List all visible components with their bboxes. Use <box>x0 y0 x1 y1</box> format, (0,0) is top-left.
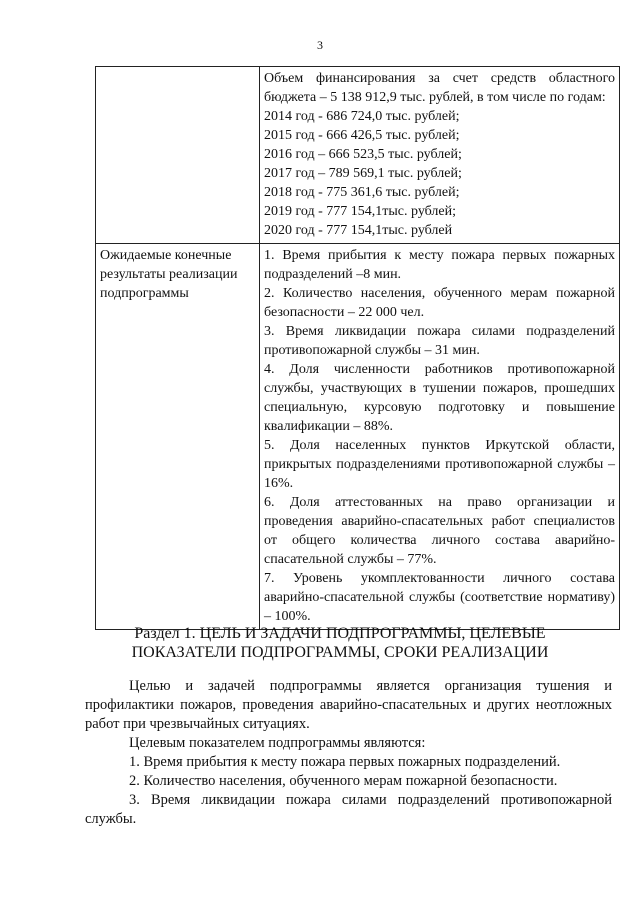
result-item-4: 4. Доля численности работников противопожарной службы, участвующих в тушении пожаров, прошедших специальную, курсовую подготовку и повышение квалификации – 88%. <box>264 362 615 434</box>
result-item-2: 2. Количество населения, обученного мерам пожарной безопасности – 22 000 чел. <box>264 286 615 320</box>
goal-paragraph: Целью и задачей подпрограммы является организация тушения и профилактики пожаров, проведения аварийно-спасательных и других неотложных работ при чрезвычайных ситуациях. <box>85 678 612 732</box>
result-item-7: 7. Уровень укомплектованности личного состава аварийно-спасательной службы (соответствие нормативу) – 100%. <box>264 571 615 624</box>
financing-year-2018: 2018 год - 775 361,6 тыс. рублей; <box>264 185 460 200</box>
expected-results-cell <box>260 244 620 630</box>
section-title-line-1: Раздел 1. ЦЕЛЬ И ЗАДАЧИ ПОДПРОГРАММЫ, ЦЕЛЕВЫЕ <box>134 625 546 642</box>
page-number: 3 <box>317 38 323 52</box>
financing-year-2019: 2019 год - 777 154,1тыс. рублей; <box>264 204 457 219</box>
financing-year-2016: 2016 год – 666 523,5 тыс. рублей; <box>264 147 462 162</box>
target-indicator-2: 2. Количество населения, обученного мерам пожарной безопасности. <box>129 773 558 789</box>
section-body <box>85 677 612 829</box>
financing-year-2014: 2014 год - 686 724,0 тыс. рублей; <box>264 109 460 124</box>
section-title <box>130 624 550 662</box>
table-cell-empty <box>96 67 260 244</box>
section-title-line-2: ПОКАЗАТЕЛИ ПОДПРОГРАММЫ, СРОКИ РЕАЛИЗАЦИИ <box>131 644 549 661</box>
financing-year-2015: 2015 год - 666 426,5 тыс. рублей; <box>264 128 460 143</box>
result-item-6: 6. Доля аттестованных на право организации и проведения аварийно-спасательных работ специалистов от общего количества личного состава аварийно-спасательной службы – 77%. <box>264 495 615 567</box>
financing-year-2017: 2017 год – 789 569,1 тыс. рублей; <box>264 166 462 181</box>
financing-total: Объем финансирования за счет средств областного бюджета – 5 138 912,9 тыс. рублей, в том числе по годам: <box>264 71 615 105</box>
target-indicators-intro: Целевым показателем подпрограммы являются: <box>129 735 426 751</box>
target-indicator-1: 1. Время прибытия к месту пожара первых пожарных подразделений. <box>129 754 561 770</box>
table-row <box>96 244 620 630</box>
financing-cell <box>260 67 620 244</box>
subprogram-passport-table <box>95 66 620 630</box>
result-item-1: 1. Время прибытия к месту пожара первых пожарных подразделений –8 мин. <box>264 248 615 282</box>
result-item-5: 5. Доля населенных пунктов Иркутской области, прикрытых подразделениями противопожарной службы – 16%. <box>264 438 615 491</box>
result-item-3: 3. Время ликвидации пожара силами подразделений противопожарной службы – 31 мин. <box>264 324 615 358</box>
target-indicator-3: 3. Время ликвидации пожара силами подразделений противопожарной службы. <box>85 792 612 827</box>
expected-results-label: Ожидаемые конечные результаты реализации подпрограммы <box>96 244 260 630</box>
table-row <box>96 67 620 244</box>
financing-year-2020: 2020 год - 777 154,1тыс. рублей <box>264 223 453 238</box>
